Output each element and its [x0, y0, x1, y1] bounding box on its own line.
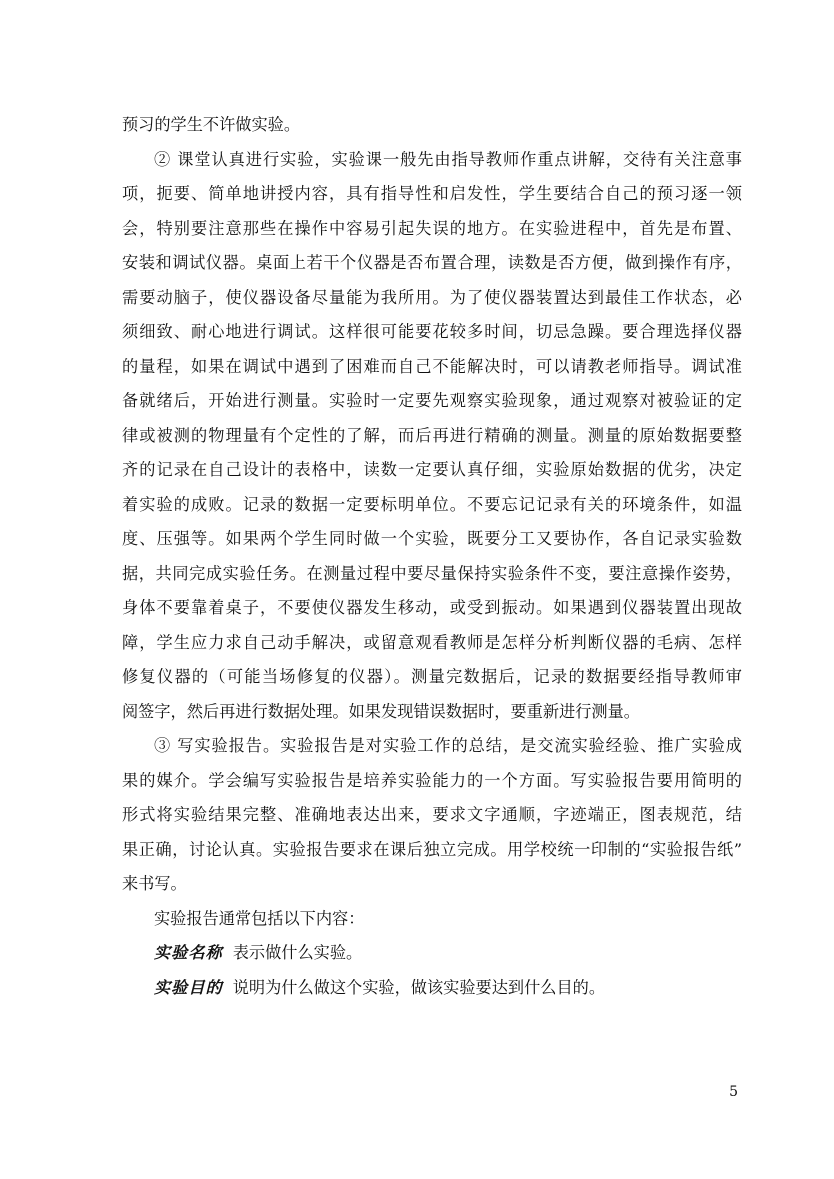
text-line: ② 课堂认真进行实验，实验课一般先由指导教师作重点讲解，交待有关注意事	[154, 149, 742, 169]
text-line: 阅签字，然后再进行数据处理。如果发现错误数据时，要重新进行测量。	[122, 701, 640, 721]
page-number: 5	[729, 1084, 738, 1100]
text-line: 律或被测的物理量有个定性的了解，而后再进行精确的测量。测量的原始数据要整	[122, 425, 742, 445]
term-label: 实验目的	[154, 977, 223, 997]
text-line: 项，扼要、简单地讲授内容，具有指导性和启发性，学生要结合自己的预习逐一领	[122, 184, 742, 203]
text-line: 齐的记录在自己设计的表格中，读数一定要认真仔细，实验原始数据的优劣，决定	[122, 460, 742, 479]
text-line: 预习的学生不许做实验。	[122, 115, 301, 134]
definition-line	[122, 971, 742, 1006]
text-line: 据，共同完成实验任务。在测量过程中要尽量保持实验条件不变，要注意操作姿势，	[122, 563, 742, 583]
text-line: 需要动脑子，使仪器设备尽量能为我所用。为了使仪器装置达到最佳工作状态，必	[122, 287, 742, 307]
text-line: 的量程，如果在调试中遇到了困难而自己不能解决时，可以请教老师指导。调试准	[122, 356, 742, 376]
text-line: 安装和调试仪器。桌面上若干个仪器是否布置合理，读数是否方便，做到操作有序，	[122, 253, 742, 272]
term-description: 说明为什么做这个实验，做该实验要达到什么目的。	[232, 977, 606, 997]
body-text	[122, 108, 742, 1005]
text-line: 果正确，讨论认真。实验报告要求在课后独立完成。用学校统一印制的“实验报告纸”	[122, 839, 742, 859]
text-line: 来书写。	[122, 874, 187, 893]
definition-line	[122, 936, 742, 971]
text-line: 实验报告通常包括以下内容：	[154, 908, 365, 928]
text-line: 身体不要靠着桌子，不要使仪器发生移动，或受到振动。如果遇到仪器装置出现故	[122, 598, 742, 617]
text-line: 着实验的成败。记录的数据一定要标明单位。不要忘记记录有关的环境条件，如温	[122, 494, 742, 514]
text-line: 障，学生应力求自己动手解决，或留意观看教师是怎样分析判断仪器的毛病、怎样	[122, 632, 742, 652]
term-label: 实验名称	[154, 943, 223, 962]
text-line: 须细致、耐心地进行调试。这样很可能要花较多时间，切忌急躁。要合理选择仪器	[122, 322, 742, 341]
term-description: 表示做什么实验。	[232, 943, 363, 962]
text-line: ③ 写实验报告。实验报告是对实验工作的总结，是交流实验经验、推广实验成	[154, 736, 742, 755]
text-line: 备就绪后，开始进行测量。实验时一定要先观察实验现象，通过观察对被验证的定	[122, 391, 742, 410]
text-line: 会，特别要注意那些在操作中容易引起失误的地方。在实验进程中，首先是布置、	[122, 218, 742, 238]
text-line: 度、压强等。如果两个学生同时做一个实验，既要分工又要协作，各自记录实验数	[122, 529, 742, 548]
text-line: 果的媒介。学会编写实验报告是培养实验能力的一个方面。写实验报告要用简明的	[122, 770, 742, 790]
text-line: 形式将实验结果完整、准确地表达出来，要求文字通顺，字迹端正，图表规范，结	[122, 805, 742, 824]
text-line: 修复仪器的（可能当场修复的仪器）。测量完数据后，记录的数据要经指导教师审	[122, 667, 742, 686]
